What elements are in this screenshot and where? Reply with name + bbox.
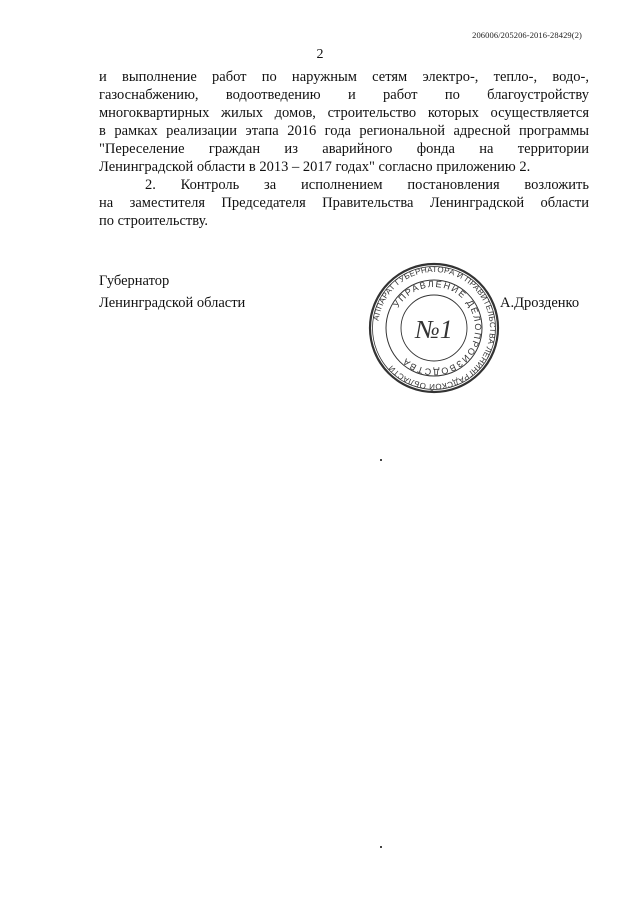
paragraph-2-line: на заместителя Председателя Правительства Ленинградской области xyxy=(99,195,589,211)
paragraph-1-line: "Переселение граждан из аварийного фонда на территории xyxy=(99,141,589,157)
paragraph-1-line: и выполнение работ по наружным сетям электро-, тепло-, водо-, xyxy=(99,69,589,85)
official-seal-stamp xyxy=(368,262,500,394)
paragraph-1-line: газоснабжению, водоотведению и работ по благоустройству xyxy=(99,87,589,103)
scan-artifact-dot xyxy=(380,846,382,848)
paragraph-2-line: по строительству. xyxy=(99,213,209,229)
scan-artifact-dot xyxy=(380,459,382,461)
signer-name: А.Дрозденко xyxy=(500,295,580,311)
signer-position: Губернатор xyxy=(99,273,170,289)
paragraph-1-line: многоквартирных жилых домов, строительство которых осуществляется xyxy=(99,105,589,121)
document-id: 206006/205206-2016-28429(2) xyxy=(472,30,582,40)
signer-region: Ленинградской области xyxy=(99,295,246,311)
seal-outer-text: АППАРАТ ГУБЕРНАТОРА И ПРАВИТЕЛЬСТВА ЛЕНИНГРАДСКОЙ ОБЛАСТИ xyxy=(371,264,498,392)
seal-center-number: №1 xyxy=(415,315,453,344)
document-body xyxy=(99,68,589,230)
seal-inner-text: УПРАВЛЕНИЕ ДЕЛОПРОИЗВОДСТВА xyxy=(391,278,484,378)
paragraph-1-line: в рамках реализации этапа 2016 года региональной адресной программы xyxy=(99,123,589,139)
paragraph-2-line: 2. Контроль за исполнением постановления возложить xyxy=(145,177,589,193)
signature-title xyxy=(99,270,245,314)
page-number: 2 xyxy=(316,47,324,62)
paragraph-1-line: Ленинградской области в 2013 – 2017 годах" согласно приложению 2. xyxy=(99,159,531,175)
